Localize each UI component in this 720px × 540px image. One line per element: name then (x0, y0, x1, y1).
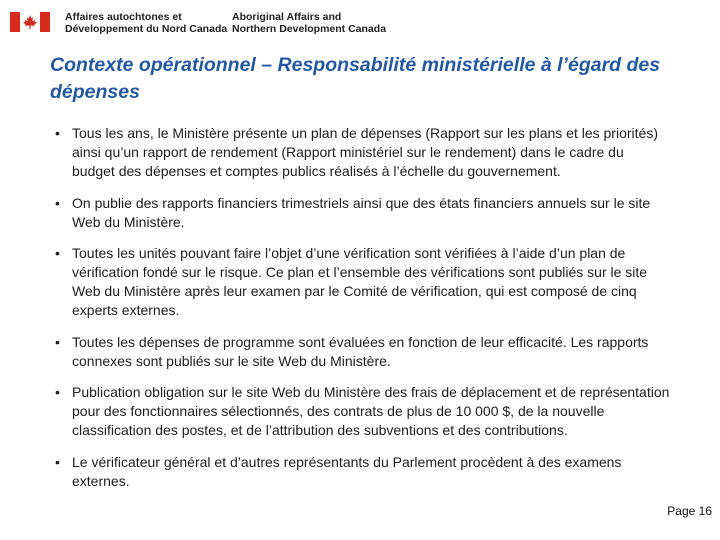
bullet-text: Toutes les dépenses de programme sont évaluées en fonction de leur efficacité. Les rapports connexes sont publiés sur le site Web du Ministère. (72, 333, 649, 369)
bullet-text: Le vérificateur général et d’autres représentants du Parlement procèdent à des examens externes. (72, 453, 622, 489)
slide-title: Contexte opérationnel – Responsabilité ministérielle à l’égard des dépenses (50, 54, 661, 103)
bullet-list (50, 124, 670, 503)
bullet-item (50, 124, 670, 181)
department-name-en (232, 11, 386, 35)
bullet-marker: • (55, 333, 60, 350)
bullet-item (50, 453, 670, 491)
bullet-marker: • (55, 384, 60, 400)
department-name-fr-line2: Développement du Nord Canada (65, 23, 228, 35)
department-name-en-line1: Aboriginal Affairs and (232, 11, 342, 23)
bullet-item (50, 333, 670, 371)
department-name-fr-line1: Affaires autochtones et (65, 11, 182, 23)
department-name-fr (65, 11, 227, 35)
bullet-marker: • (55, 194, 60, 211)
department-name-en-line2: Northern Development Canada (232, 23, 387, 35)
bullet-item (50, 244, 670, 320)
bullet-marker: • (55, 453, 60, 470)
bullet-text: Tous les ans, le Ministère présente un plan de dépenses (Rapport sur les plans et les priorités) ainsi qu’un rapport de rendement (Rapport ministériel sur le rendement) dans le cadre du budget des dépenses et comptes publics réalisés à l’échelle du gouvernement. (72, 125, 658, 179)
bullet-marker: • (55, 125, 60, 141)
page-number: Page 16 (667, 504, 712, 518)
bullet-marker: • (55, 245, 60, 261)
bullet-item (50, 194, 670, 232)
bullet-text: Toutes les unités pouvant faire l’objet d’une vérification sont vérifiées à l’aide d’un plan de vérification fondé sur le risque. Ce plan et l’ensemble des vérifications sont publiés sur le site Web du Ministère après leur examen par le Comité de vérification, qui est composé de cinq experts externes. (72, 245, 648, 318)
bullet-text: Publication obligation sur le site Web du Ministère des frais de déplacement et de représentation pour des fonctionnaires sélectionnés, des contrats de plus de 10 000 $, de la nouvelle classification des postes, et de l’attribution des subventions et des contributions. (72, 384, 670, 438)
bullet-text: On publie des rapports financiers trimestriels ainsi que des états financiers annuels sur le site Web du Ministère. (72, 194, 651, 230)
canada-flag-icon (10, 12, 50, 32)
bullet-item (50, 383, 670, 440)
